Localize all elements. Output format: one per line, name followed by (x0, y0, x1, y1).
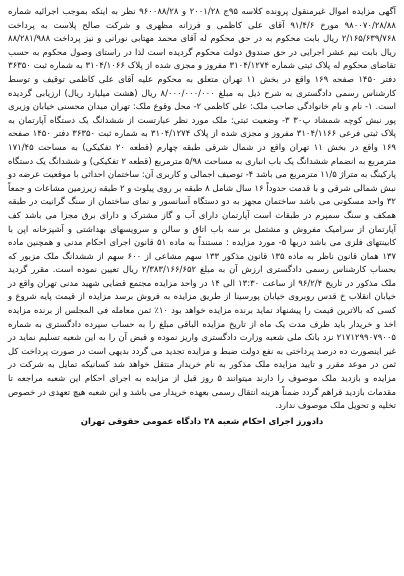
notice-body: آگهی مزایده اموال غیرمنقول پرونده کلاسه ۹۵ج ۲۰۰۱/۲۸ و ۹۶۰۰۸۸/۲۸ نظر به اینکه بموجب اجرائیه شماره ۹۸۰۰۷۰/۲۸/۸۸ مورخ ۹۱/۴/۶ آقای علی کاظمی و فرزانه مظهری و شرکت صالح پلاست به پرداخت ۲/۱۶۵/۶۳۹/۷۶۸ ریال بابت محکوم به در حق محکوم له آقای محمد مهتابی نورانی و نیز پرداخت ۸۸/۲۸۱/۹۸۸ ریال بابت نیم عشر اجرایی در حق صندوق دولت محکوم گردیده است لذا در راستای وصول محکوم به حسب تقاضای محکوم له پلاک ثبتی شماره ۳۱۰۴/۱۲۷۴ مفروز و مجزی شده از پلاک ۳۱۰۴/۱۰۶۶ به شماره ثبت ۳۶۳۵۰ دفتر ۱۴۵۰ صفحه ۱۶۹ واقع در بخش ۱۱ تهران متعلق به محکوم علیه آقای علی کاظمی توقیف و توسط کارشناس رسمی دادگستری به شرح ذیل به مبلغ ۸/۰۰۰/۰۰۰/۰۰۰ ریال (هشت میلیارد ریال) ارزیابی گردیده است. ۱- نام و نام خانوادگی صاحب ملک: علی کاظمی ۲- محل وقوع ملک: تهران میدان محسنی خیابان وزیری پور نبش کوچه شمشاد پ۳۰ ۳- وضعیت ثبتی: ملک مورد نظر عبارتست از ششدانگ یک دستگاه آپارتمان به پلاک ثبتی فرعی ۳۱۰۴/۱۱۶۶ مفروز و مجزی شده از پلاک ۳۱۰۴/۱۲۷۴ به شماره ثبت ۳۶۳۵۰ دفتر ۱۴۵۰ صفحه ۱۶۹ واقع در بخش ۱۱ تهران واقع در شمال شرقی طبقه چهارم (قطعه ۲۰ تفکیکی) به مساحت ۱۷۱/۴۵ مترمربع به انضمام ششدانگ یک باب انباری به مساحت ۵/۹۸ مترمربع (قطعه ۲ تفکیکی) و ششدانگ یک دستگاه پارکینگ به متراژ ۱۱/۵ مترمربع می باشد ۴- توصیف اجمالی و کاربری آن: ساختمان احداثی با موقعیت عرضه دو نبش شمالی شرقی و با قدمت حدوداً ۱۶ سال شامل ۸ طبقه بر روی پیلوت و ۲ طبقه زیرزمین مشاعات و جمعاً ۳۲ واحد مسکونی می باشد ساختمان مجهز به دو دستگاه آسانسور و نمای ساختمان از سنگ گرانیت در طبقه همکف و سنگ سمپرم در طبقات است آپارتمان دارای آب و گاز مشترک و دارای برق مجزا می باشد کف آپارتمان از سرامیک مفروش و مشتمل بر سه باب اتاق و سالن و سرویسهای بهداشتی و آشپزخانه اپن با کابینتهای فلزی می باشد دربها ۵- مورد مزایده : مستنداً به ماده ۵۱ قانون اجرای احکام مدنی و همچنین ماده ۱۳۷ همان قانون ناظر به ماده ۱۳۵ قانون مذکور ۱۳۳ سهم مشاعی از ۶۰۰ سهم از ششدانگ ملک مزبور که بحساب کارشناس رسمی دادگستری ارزش آن به مبلغ ۲/۳۸۳/۱۶۶/۶۵۲ ریال تعیین نموده است. مقرر گردید ملک مذکور در تاریخ ۹۶/۲/۴ از ساعت ۱۳:۳۰ الی ۱۴ در واحد مزایده مجتمع قضایی شهید مدنی تهران واقع در خیابان انقلاب خ قدس روبروی خیابان پورسینا از طریق مزایده به فروش برسد مزایده از قیمت پایه شروع و کسی که بالاترین قیمت را پیشنهاد نماید برنده مزایده خواهد بود ۱۰٪ ثمن معامله فی المجلس از برنده مزایده اخذ و خریدار باید ظرف مدت یک ماه از تاریخ مزایده الباقی مبلغ را به حساب سپرده دادگستری به شماره ۲۱۷۱۲۹۹۰۷۹۰۰۵ نزد بانک ملی شعبه وزارت دادگستری واریز نموده و قبض آن را به این شعبه تسلیم نماید در غیر اینصورت ده درصد پرداختی به نفع دولت ضبط و مزایده تجدید می گردد بدیهی است در صورت پرداخت کل ثمن در موعد مقرر و تایید مزایده ملک مذکور به نام خریدار منتقل خواهد شد کسانیکه تمایل به شرکت در مزایده و بازدید ملک موصوف را دارند میتوانند ۵ روز قبل از مزایده به اجرای احکام این شعبه مراجعه تا مقدمات بازدید فراهم گردد ضمناً هزینه انتقال رسمی بعهده خریدار می باشد و این شعبه هیچ تعهدی در خصوص تخلیه و تحویل ملک موصوف ندارد. (8, 7, 397, 412)
notice-signature: دادورز اجرای احکام شعبه ۲۸ دادگاه عمومی حقوقی تهران (80, 416, 324, 427)
